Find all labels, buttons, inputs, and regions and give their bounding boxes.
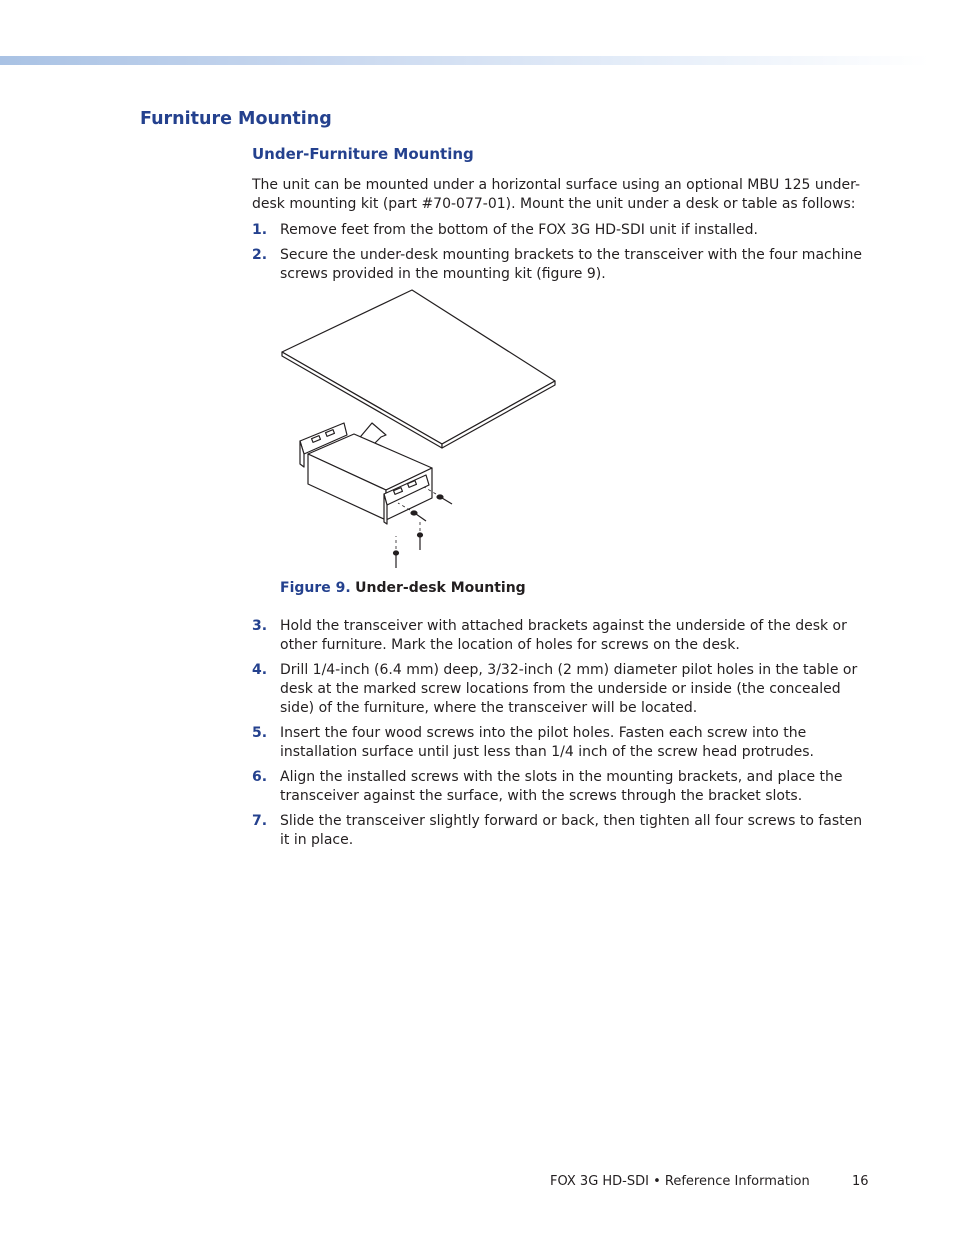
step-text: Align the installed screws with the slots in the mounting brackets, and place the transceiver against the surface, with the screws through the bracket slots. [280,769,843,804]
step-text: Hold the transceiver with attached brackets against the underside of the desk or other furniture. Mark the location of holes for screws on the desk. [280,618,847,653]
step-number: 5. [252,725,268,741]
footer-page-number: 16 [852,1174,869,1189]
step-item-4 [252,661,872,718]
step-number: 1. [252,222,268,238]
step-number: 3. [252,618,268,634]
step-item-1 [252,221,872,240]
step-item-3 [252,617,872,655]
step-item-7 [252,812,872,850]
figure-title: Under-desk Mounting [355,580,526,596]
step-item-5 [252,724,872,762]
step-number: 7. [252,813,268,829]
step-text: Insert the four wood screws into the pilot holes. Fasten each screw into the installation surface until just less than 1/4 inch of the screw head protrudes. [280,725,814,760]
screw-icon [394,551,399,568]
figure-label: Figure 9. [280,580,351,596]
step-text: Slide the transceiver slightly forward or back, then tighten all four screws to fasten it in place. [280,813,863,848]
step-text: Drill 1/4-inch (6.4 mm) deep, 3/32-inch (2 mm) diameter pilot holes in the table or desk at the marked screw locations from the underside or inside (the concealed side) of the furniture, where the transceiver will be located. [280,662,858,716]
step-number: 4. [252,662,268,678]
screw-icon [418,533,423,550]
step-item-2 [252,246,872,284]
screw-icon [411,511,426,521]
steps-list-part-2 [252,617,872,856]
desk-board-top [282,290,555,444]
step-item-6 [252,768,872,806]
header-gradient-bar [0,56,930,65]
figure-caption [280,580,526,596]
intro-paragraph: The unit can be mounted under a horizontal surface using an optional MBU 125 under-desk mounting kit (part #70-077-01). Mount the unit under a desk or table as follows: [252,177,861,212]
steps-list-part-1 [252,221,872,290]
page-heading: Furniture Mounting [140,109,332,129]
screw-icon [437,495,452,504]
footer-document-title: FOX 3G HD-SDI • Reference Information [550,1174,810,1189]
section-subheading: Under-Furniture Mounting [252,145,474,163]
step-number: 2. [252,247,268,263]
step-text: Remove feet from the bottom of the FOX 3G HD-SDI unit if installed. [280,222,758,238]
under-desk-mounting-illustration [276,284,560,574]
step-number: 6. [252,769,268,785]
step-text: Secure the under-desk mounting brackets to the transceiver with the four machine screws provided in the mounting kit (figure 9). [280,247,862,282]
